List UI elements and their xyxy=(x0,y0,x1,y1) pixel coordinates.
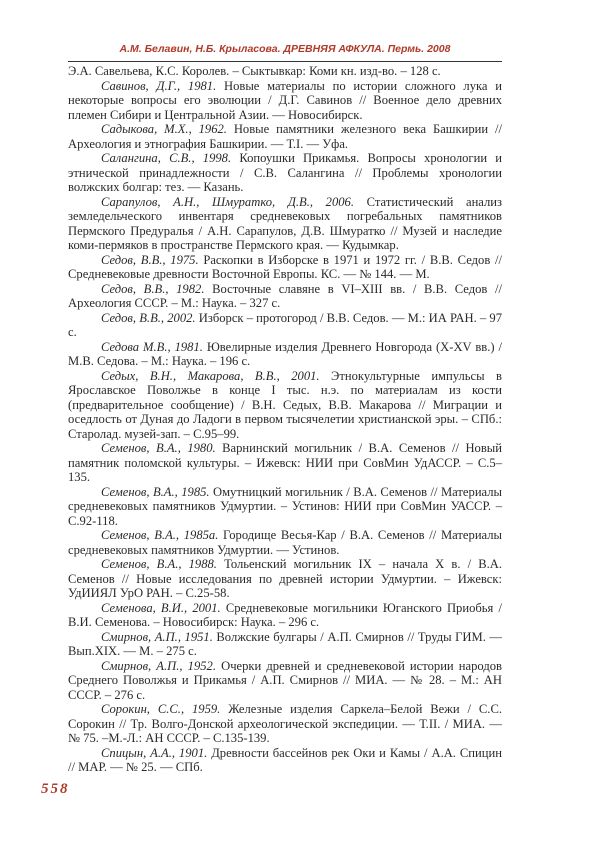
bibliography-entry xyxy=(68,311,502,340)
bibliography-entry xyxy=(68,122,502,151)
bibliography-entry xyxy=(68,282,502,311)
bibliography-entry xyxy=(68,528,502,557)
bibliography-entry xyxy=(68,557,502,601)
bibliography-entry xyxy=(68,79,502,123)
entry-text: Изборск – протогород / В.В. Седов. — М.: ИА РАН. – 97 с. xyxy=(68,310,502,339)
entry-author: Семенов, В.А., 1980. xyxy=(101,441,216,455)
bibliography-entry xyxy=(68,630,502,659)
entry-text: Древности бассейнов рек Оки и Камы / А.А. Спицин // МАР. — № 25. — СПб. xyxy=(68,745,502,774)
bibliography-entry xyxy=(68,485,502,529)
bibliography xyxy=(68,64,502,775)
entry-text: Железные изделия Саркела–Белой Вежи / С.С. Сорокин // Тр. Волго-Донской археологической экспедиции. — Т.II. / МИА. — № 75. –М.-Л.: АН СССР. – С.135-139. xyxy=(68,702,502,745)
entry-text: Средневековые могильники Юганского Приобья / В.И. Семенова. – Новосибирск: Наука. – 296 с. xyxy=(68,600,503,629)
bibliography-continuation: Э.А. Савельева, К.С. Королев. – Сыктывкар: Коми кн. изд-во. – 128 с. xyxy=(68,64,441,78)
entry-text: Омутницкий могильник / В.А. Семенов // Материалы средневековых памятников Удмуртии. – Устинов: НИИ при СовМин УАССР. – С.92-118. xyxy=(68,484,502,528)
header-rule xyxy=(68,61,502,62)
entry-text: Тольенский могильник IX – начала X в. / В.А. Семенов // Новые исследования по древней истории Удмуртии. – Ижевск: УдИИЯЛ УрО РАН. – С.25-58. xyxy=(68,557,502,600)
entry-author: Семенов, В.А., 1985а. xyxy=(101,528,219,542)
entry-text: Очерки древней и средневековой истории народов Среднего Поволжья и Прикамья / А.П. Смирнов // МИА. — № 28. – М.: АН СССР. – 276 с. xyxy=(68,658,502,702)
entry-author: Семенова, В.И., 2001. xyxy=(101,600,221,615)
entry-author: Сарапулов, А.Н., Шмуратко, Д.В., 2006. xyxy=(101,194,354,209)
bibliography-entry xyxy=(68,441,502,485)
bibliography-entry xyxy=(68,702,502,746)
entry-author: Смирнов, А.П., 1951. xyxy=(101,629,213,644)
entry-author: Спицын, А.А., 1901. xyxy=(101,745,208,760)
entry-author: Садыкова, М.Х., 1962. xyxy=(101,122,227,136)
entry-text: Ювелирные изделия Древнего Новгорода (X-XV вв.) / М.В. Седова. – М.: Наука. – 196 с. xyxy=(68,339,502,368)
entry-text: Варнинский могильник / В.А. Семенов // Новый памятник поломской культуры. – Ижевск: НИИ при СовМин УдАССР. – С.5–135. xyxy=(68,441,502,484)
entry-author: Седов, В.В., 1975. xyxy=(101,252,199,267)
bibliography-entry xyxy=(68,369,502,442)
bibliography-entry xyxy=(68,253,502,282)
entry-author: Седов, В.В., 1982. xyxy=(101,281,205,296)
entry-author: Савинов, Д.Г., 1981. xyxy=(101,78,217,93)
entry-text: Раскопки в Изборске в 1971 и 1972 гг. / В.В. Седов // Средневековые древности Восточной Европы. КС. — № 144. — М. xyxy=(68,252,502,281)
entry-text: Новые материалы по истории сложного лука и некоторые вопросы его эволюции / Д.Г. Савинов // Военное дело древних племен Сибири и Центральной Азии. — Новосибирск. xyxy=(68,78,502,122)
running-header: А.М. Белавин, Н.Б. Крыласова. ДРЕВНЯЯ АФКУЛА. Пермь. 2008 xyxy=(119,43,451,55)
bibliography-entry xyxy=(68,340,502,369)
entry-text: Статистический анализ земледельческого инвентаря средневековых погребальных памятников Пермского Предуралья / А.Н. Сарапулов, Д.В. Шмуратко // Музей и наследие коми-пермяков в пространстве Пермского края. — Кудымкар. xyxy=(68,194,503,252)
bibliography-entry xyxy=(68,601,502,630)
entry-author: Седова М.В., 1981. xyxy=(101,339,203,354)
entry-author: Седов, В.В., 2002. xyxy=(101,310,196,325)
entry-text: Городище Весья-Кар / В.А. Семенов // Материалы средневековых памятников Удмуртии. — Устинов. xyxy=(68,528,502,557)
bibliography-entry xyxy=(68,659,502,703)
entry-author: Седых, В.Н., Макарова, В.В., 2001. xyxy=(101,368,320,383)
bibliography-entry xyxy=(68,746,502,775)
entry-author: Сорокин, С.С., 1959. xyxy=(101,702,221,716)
bibliography-entries xyxy=(68,79,502,775)
bibliography-entry xyxy=(68,195,502,253)
entry-text: Новые памятники железного века Башкирии // Археология и этнография Башкирии. — Т.I. — Уфа. xyxy=(68,122,503,151)
page-number: 558 xyxy=(41,781,70,797)
entry-text: Этнокультурные импульсы в Ярославское Поволжье в конце I тыс. н.э. по материалам из кости (предварительное сообщение) / В.Н. Седых, В.В. Макарова // Миграции и оседлость от Дуная до Ладоги в первом тысячелетии христианской эры. – СПб.: Старолад. музей-зап. – С.95–99. xyxy=(68,368,502,441)
entry-author: Семенов, В.А., 1988. xyxy=(101,557,217,571)
entry-text: Копоушки Прикамья. Вопросы хронологии и этнической принадлежности / С.В. Салангина // Проблемы хронологии волжских болгар: тез. — Казань. xyxy=(68,151,502,194)
entry-author: Семенов, В.А., 1985. xyxy=(101,484,210,499)
entry-text: Восточные славяне в VI–XIII вв. / В.В. Седов // Археология СССР. – М.: Наука. – 327 с. xyxy=(68,281,502,310)
entry-author: Смирнов, А.П., 1952. xyxy=(101,658,216,673)
bibliography-entry xyxy=(68,151,502,195)
entry-author: Салангина, С.В., 1998. xyxy=(101,151,232,165)
entry-text: Волжские булгары / А.П. Смирнов // Труды ГИМ. — Вып.XIX. — М. – 275 с. xyxy=(68,629,502,658)
